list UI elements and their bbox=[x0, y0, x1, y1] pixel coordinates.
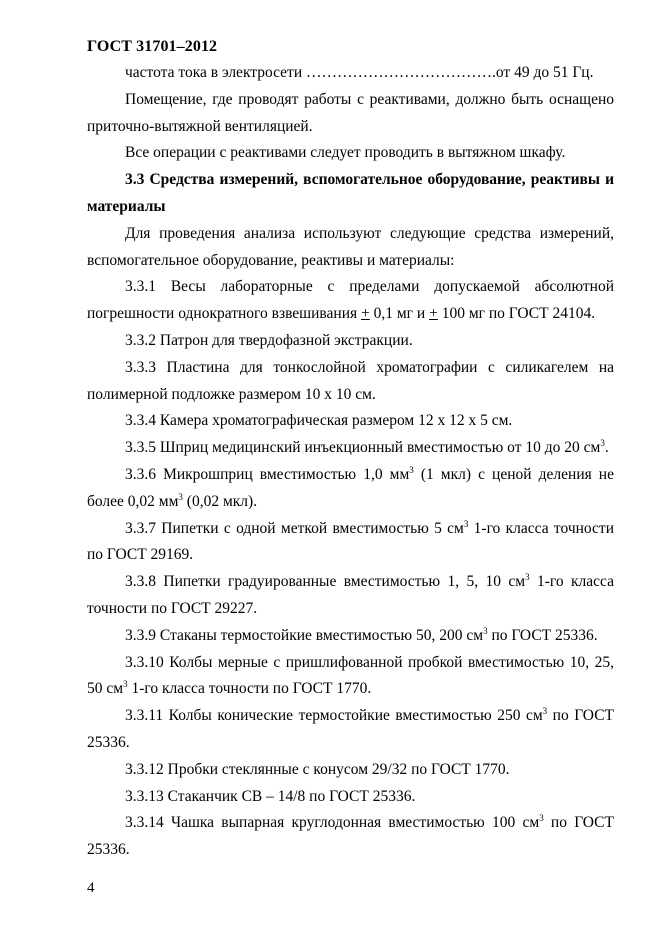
list-item: 3.3.4 Камера хроматографическая размером 12 х 12 х 5 см. bbox=[125, 412, 513, 430]
list-item: 3.3.6 Микрошприц вместимостью 1,0 $мм^3$ (1 мкл) с ценой деления не более 0,02 $мм^3$ (0,02 мкл). bbox=[87, 464, 614, 510]
list-item: 3.3.12 Пробки стеклянные с конусом 29/32 по ГОСТ 1770. bbox=[125, 760, 510, 778]
page-header-title: ГОСТ 31701–2012 bbox=[87, 38, 218, 55]
list-item: 3.3.14 Чашка выпарная круглодонная вместимостью 100 $см^3$ по ГОСТ 25336. bbox=[87, 813, 614, 859]
paragraph: Все операции с реактивами следует проводить в вытяжном шкафу. bbox=[125, 144, 566, 162]
list-item: 3.3.8 Пипетки градуированные вместимостью 1, 5, 10 $см^3$ 1-го класса точности по ГОСТ 29227. bbox=[87, 571, 614, 617]
list-item: 3.3.2 Патрон для твердофазной экстракции. bbox=[125, 331, 413, 349]
page-number: 4 bbox=[87, 880, 95, 896]
list-item: 3.3.7 Пипетки с одной меткой вместимостью 5 $см^3$ 1-го класса точности по ГОСТ 29169. bbox=[87, 518, 614, 564]
list-item: 3.3.1 Весы лабораторные с пределами допускаемой абсолютной погрешности однократного взвешивания + 0,1 мг и + 100 мг по ГОСТ 24104. bbox=[87, 278, 614, 323]
section-heading: 3.3 Средства измерений, вспомогательное оборудование, реактивы и материалы bbox=[87, 171, 614, 215]
list-item: 3.3.9 Стаканы термостойкие вместимостью 50, 200 $см^3$ по ГОСТ 25336. bbox=[125, 625, 598, 644]
paragraph: частота тока в электросети ……………………………….от 49 до 51 Гц. bbox=[125, 64, 594, 81]
paragraph: Для проведения анализа используют следующие средства измерений, вспомогательное оборудование, реактивы и материалы: bbox=[87, 224, 614, 269]
document-body bbox=[87, 60, 614, 864]
list-item: 3.3.5 Шприц медицинский инъекционный вместимостью от 10 до 20 $см^3$. bbox=[125, 438, 609, 457]
list-item: 3.3.11 Колбы конические термостойкие вместимостью 250 $см^3$ по ГОСТ 25336. bbox=[87, 705, 614, 751]
list-item: 3.3.3 Пластина для тонкослойной хроматографии с силикагелем на полимерной подложке размером 10 х 10 см. bbox=[87, 358, 614, 403]
list-item: 3.3.13 Стаканчик СВ – 14/8 по ГОСТ 25336. bbox=[125, 787, 416, 805]
list-item: 3.3.10 Колбы мерные с пришлифованной пробкой вместимостью 10, 25, 50 $см^3$ 1-го класса точности по ГОСТ 1770. bbox=[87, 653, 614, 698]
paragraph: Помещение, где проводят работы с реактивами, должно быть оснащено приточно-вытяжной вентиляцией. bbox=[87, 90, 614, 135]
